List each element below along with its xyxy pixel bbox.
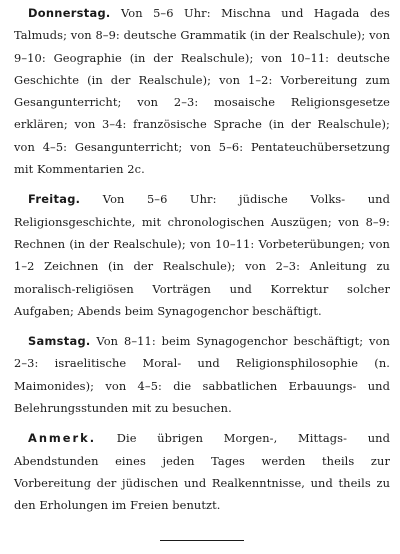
paragraph-anmerkung [14,427,390,516]
day-heading-samstag: Samstag. [28,334,91,349]
paragraph-text: Die übrigen Morgen-, Mittags- und Abendstunden eines jeden Tages werden theils zur Vorbereitung der jüdischen und Realkenntnisse, und theils zu den Erholungen im Freien benutzt. [14,431,390,513]
section-divider [160,540,244,541]
paragraph-freitag [14,188,390,322]
paragraph-donnerstag [14,2,390,180]
day-heading-donnerstag: Donnerstag. [28,6,111,20]
paragraph-samstag [14,330,390,419]
paragraph-text: Von 5–6 Uhr: Mischna und Hagada des Talmuds; von 8–9: deutsche Grammatik (in der Realschule); von 9–10: Geographie (in der Realschule); von 10–11: deutsche Geschichte (in der Realschule); von 1–2: Vorbereitung zum Gesangunterricht; von 2–3: mosaische Religionsgesetze erklären; von 3–4: französische Sprache (in der Realschule); von 4–5: Gesangunterricht; von 5–6: Pentateuchübersetzung mit Kommentarien 2c. [14,6,390,177]
note-heading: Anmerk. [28,431,97,446]
day-heading-freitag: Freitag. [28,192,81,207]
paragraph-text: Von 5–6 Uhr: jüdische Volks- und Religionsgeschichte, mit chronologischen Auszügen; von 8–9: Rechnen (in der Realschule); von 10–11: Vorbeterübungen; von 1–2 Zeichnen (in der Realschule); von 2–3: Anleitung zu moralisch-religiösen Vorträgen und Korrektur solcher Aufgaben; Abends beim Synagogenchor beschäftigt. [14,192,390,318]
paragraph-text: Von 8–11: beim Synagogenchor beschäftigt; von 2–3: israelitische Moral- und Religionsphilosophie (n. Maimonides); von 4–5: die sabbatlichen Erbauungs- und Belehrungsstunden mit zu besuchen. [14,334,390,416]
